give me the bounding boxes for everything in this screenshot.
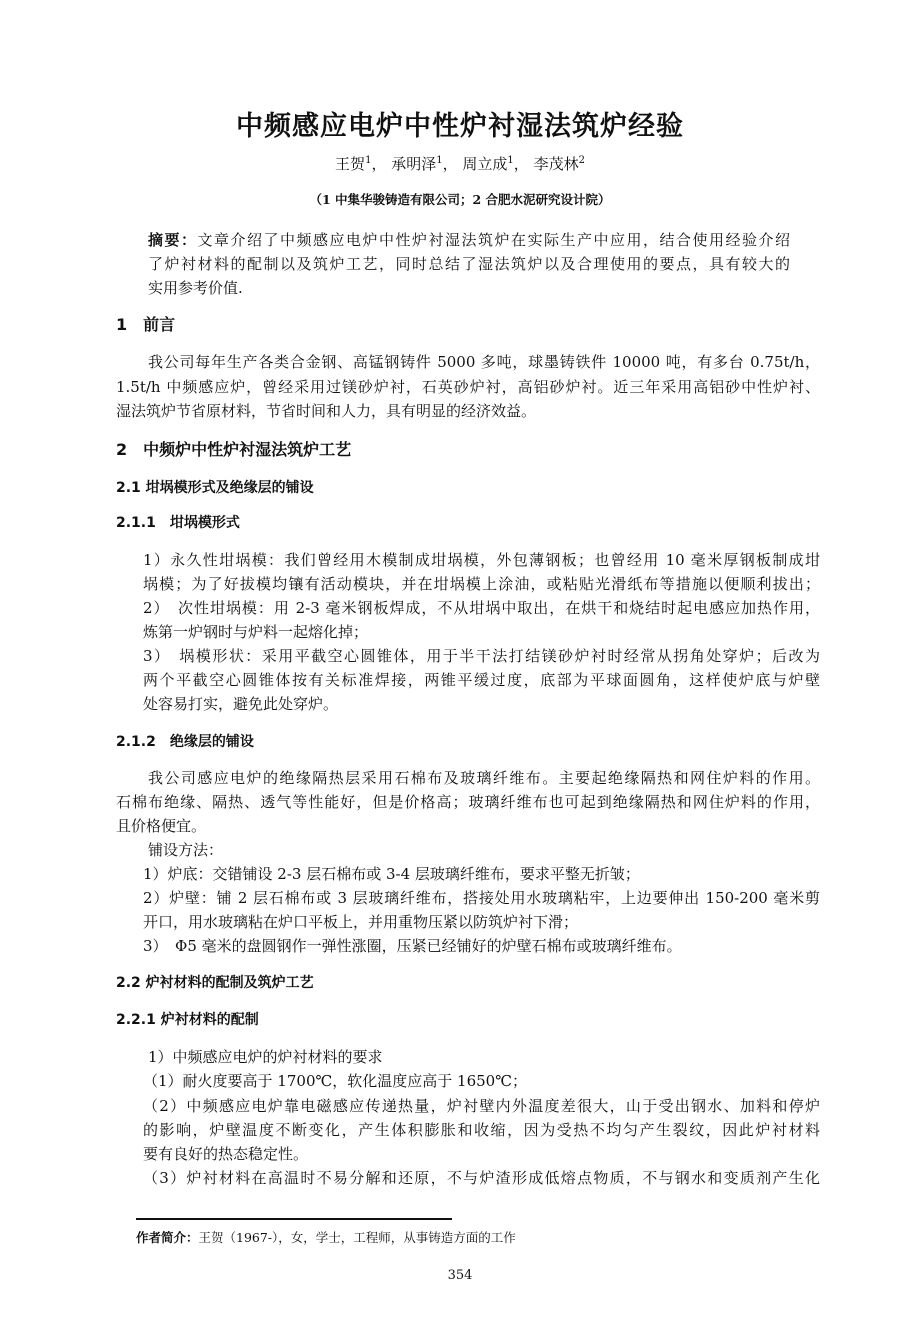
subsection-heading-2-2: 2.2 炉衬材料的配制及筑炉工艺: [116, 975, 314, 991]
body-line: 的影响，炉壁温度不断变化，产生体积膨胀和收缩，因为受热不均匀产生裂纹，因此炉衬材料: [143, 1121, 820, 1139]
body-line: 湿法筑炉节省原材料，节省时间和人力，具有明显的经济效益。: [116, 402, 537, 420]
author-affiliation-mark: 1: [436, 155, 443, 166]
footnote-text: 王贺（1967-），女，学士，工程师，从事铸造方面的工作: [198, 1230, 516, 1245]
body-line: 2） 次性坩埚模：用 2-3 毫米钢板焊成，不从坩埚中取出，在烘干和烧结时起电感应加热作用，: [143, 599, 820, 617]
body-line: 1）炉底：交错铺设 2-3 层石棉布或 3-4 层玻璃纤维布，要求平整无折皱；: [143, 865, 640, 883]
body-line: （1）耐火度要高于 1700℃，软化温度应高于 1650℃；: [143, 1072, 527, 1090]
abstract-line: 实用参考价值.: [148, 279, 243, 297]
body-line: （3）炉衬材料在高温时不易分解和还原，不与炉渣形成低熔点物质，不与钢水和变质剂产生化: [143, 1169, 820, 1187]
section-heading-1: 1 前言: [116, 315, 176, 334]
paper-title: 中频感应电炉中性炉衬湿法筑炉经验: [236, 111, 684, 142]
abstract-line: 了炉衬材料的配制以及筑炉工艺，同时总结了湿法筑炉以及合理使用的要点，具有较大的: [148, 255, 790, 273]
footnote: [136, 1228, 516, 1246]
body-line: 1）中频感应电炉的炉衬材料的要求: [148, 1048, 383, 1066]
author-name: 承明泽: [391, 155, 437, 173]
author-affiliation-mark: 1: [365, 155, 372, 166]
body-line: 埚模；为了好拔模均镶有活动模块，并在坩埚模上涂油，或粘贴光滑纸布等措施以便顺利拔出；: [143, 575, 820, 593]
body-line: 处容易打实，避免此处穿炉。: [143, 695, 339, 713]
subsection-heading-2-1-1: 2.1.1 坩埚模形式: [116, 515, 240, 531]
abstract-line: [148, 228, 790, 252]
body-line: （2）中频感应电炉靠电磁感应传递热量，炉衬壁内外温度差很大，山于受出钢水、加料和停炉: [143, 1097, 820, 1115]
body-line: 石棉布绝缘、隔热、透气等性能好，但是价格高；玻璃纤维布也可起到绝缘隔热和网住炉料的作用，: [116, 793, 820, 811]
abstract-label: 摘要：: [148, 231, 198, 249]
section-heading-2: 2 中频炉中性炉衬湿法筑炉工艺: [116, 440, 352, 459]
author-affiliation-mark: 1: [507, 155, 514, 166]
body-line: 3） 埚模形状：采用平截空心圆锥体，用于半干法打结镁砂炉衬时经常从拐角处穿炉；后改为: [143, 647, 820, 665]
abstract-text: 文章介绍了中频感应电炉中性炉衬湿法筑炉在实际生产中应用，结合使用经验介绍: [197, 231, 790, 249]
body-line: 炼第一炉钢时与炉料一起熔化掉；: [143, 623, 369, 641]
body-line: 我公司感应电炉的绝缘隔热层采用石棉布及玻璃纤维布。主要起绝缘隔热和网住炉料的作用。: [148, 769, 820, 787]
subsection-heading-2-1-2: 2.1.2 绝缘层的铺设: [116, 734, 254, 750]
footnote-label: 作者简介：: [136, 1230, 199, 1245]
body-line: 铺设方法：: [148, 841, 224, 859]
body-line: 我公司每年生产各类合金钢、高锰钢铸件 5000 多吨，球墨铸铁件 10000 吨，有多台 0.75t/h，: [148, 353, 820, 371]
author-affiliation-mark: 2: [578, 155, 585, 166]
body-line: 2）炉壁：铺 2 层石棉布或 3 层玻璃纤维布，搭接处用水玻璃粘牢，上边要伸出 150-200 毫米剪: [143, 889, 820, 907]
body-line: 1）永久性坩埚模：我们曾经用木模制成坩埚模，外包薄钢板；也曾经用 10 毫米厚钢板制成坩: [143, 551, 820, 569]
author-name: 李茂林: [533, 155, 579, 173]
author-name: 王贺: [335, 155, 366, 173]
subsection-heading-2-2-1: 2.2.1 炉衬材料的配制: [116, 1012, 259, 1028]
body-line: 且价格便宜。: [116, 817, 207, 835]
body-line: 开口，用水玻璃粘在炉口平板上，并用重物压紧以防筑炉衬下滑；: [143, 913, 579, 931]
author-list: 王贺$^1$， 承明泽$^1$， 周立成$^1$， 李茂林$^2$: [335, 155, 585, 173]
body-line: 两个平截空心圆锥体按有关标准焊接，两锥平缓过度，底部为平球面圆角，这样使炉底与炉壁: [143, 671, 820, 689]
footnote-divider: [136, 1218, 452, 1220]
body-line: 要有良好的热态稳定性。: [143, 1145, 309, 1163]
author-name: 周立成: [462, 155, 508, 173]
affiliation: （1 中集华骏铸造有限公司；2 合肥水泥研究设计院）: [309, 192, 611, 207]
body-line: 3） Φ5 毫米的盘圆钢作一弹性涨圈，压紧已经铺好的炉壁石棉布或玻璃纤维布。: [143, 937, 682, 955]
body-line: 1.5t/h 中频感应炉，曾经采用过镁砂炉衬，石英砂炉衬，高铝砂炉衬。近三年采用高铝砂中性炉衬、: [116, 378, 820, 396]
page-number: 354: [447, 1268, 473, 1283]
subsection-heading-2-1: 2.1 坩埚模形式及绝缘层的铺设: [116, 480, 314, 496]
